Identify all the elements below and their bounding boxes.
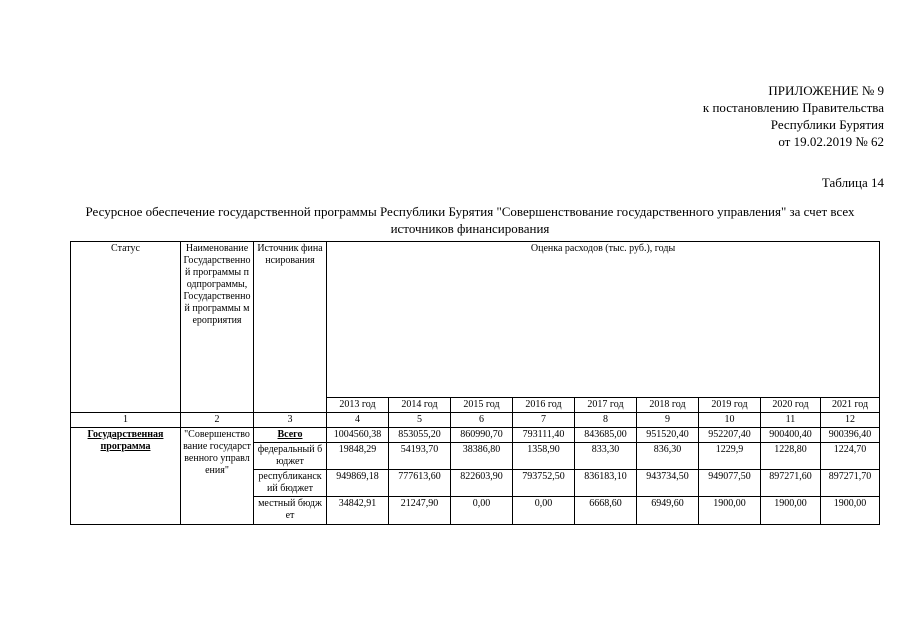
appendix-block <box>703 82 884 150</box>
table-row <box>71 428 880 443</box>
value-cell: 1224,70 <box>821 443 880 470</box>
appendix-line: к постановлению Правительства <box>702 100 884 115</box>
value-cell: 853055,20 <box>389 428 451 443</box>
value-cell: 793752,50 <box>513 470 575 497</box>
value-cell: 1229,9 <box>699 443 761 470</box>
value-cell: 34842,91 <box>327 497 389 525</box>
source-cell: республиканский бюджет <box>254 470 327 497</box>
value-cell: 900396,40 <box>821 428 880 443</box>
column-number: 9 <box>637 413 699 428</box>
value-cell: 897271,70 <box>821 470 880 497</box>
value-cell: 1004560,38 <box>327 428 389 443</box>
year-header: 2014 год <box>389 398 451 413</box>
value-cell: 1900,00 <box>761 497 821 525</box>
table-number: Таблица 14 <box>821 175 884 190</box>
value-cell: 38386,80 <box>451 443 513 470</box>
year-header: 2020 год <box>761 398 821 413</box>
value-cell: 949869,18 <box>327 470 389 497</box>
value-cell: 0,00 <box>451 497 513 525</box>
year-header: 2013 год <box>327 398 389 413</box>
header-status: Статус <box>71 242 181 413</box>
program-name-cell: "Совершенствование государственного управления" <box>181 428 254 525</box>
column-number: 8 <box>575 413 637 428</box>
value-cell: 21247,90 <box>389 497 451 525</box>
column-number: 1 <box>71 413 181 428</box>
value-cell: 6668,60 <box>575 497 637 525</box>
resource-table <box>70 241 880 525</box>
value-cell: 793111,40 <box>513 428 575 443</box>
source-cell: федеральный бюджет <box>254 443 327 470</box>
column-number: 4 <box>327 413 389 428</box>
source-cell: Всего <box>254 428 327 443</box>
value-cell: 1228,80 <box>761 443 821 470</box>
value-cell: 833,30 <box>575 443 637 470</box>
column-number: 7 <box>513 413 575 428</box>
source-cell: местный бюджет <box>254 497 327 525</box>
year-header: 2019 год <box>699 398 761 413</box>
value-cell: 0,00 <box>513 497 575 525</box>
appendix-date: от 19.02.2019 № 62 <box>778 134 884 149</box>
value-cell: 836,30 <box>637 443 699 470</box>
value-cell: 19848,29 <box>327 443 389 470</box>
value-cell: 943734,50 <box>637 470 699 497</box>
value-cell: 843685,00 <box>575 428 637 443</box>
year-header: 2021 год <box>821 398 880 413</box>
value-cell: 900400,40 <box>761 428 821 443</box>
column-number: 2 <box>181 413 254 428</box>
column-number: 10 <box>699 413 761 428</box>
status-cell: Государственная программа <box>71 428 181 525</box>
value-cell: 1358,90 <box>513 443 575 470</box>
document-title: Ресурсное обеспечение государственной программы Республики Бурятия "Совершенствование государственного управления" за счет всех источников финансирования <box>85 204 855 236</box>
year-header: 2016 год <box>513 398 575 413</box>
value-cell: 6949,60 <box>637 497 699 525</box>
appendix-title: ПРИЛОЖЕНИЕ № 9 <box>768 83 884 98</box>
value-cell: 836183,10 <box>575 470 637 497</box>
year-header: 2017 год <box>575 398 637 413</box>
column-number: 6 <box>451 413 513 428</box>
year-header: 2015 год <box>451 398 513 413</box>
header-estimate: Оценка расходов (тыс. руб.), годы <box>327 242 880 398</box>
value-cell: 1900,00 <box>821 497 880 525</box>
year-header: 2018 год <box>637 398 699 413</box>
header-source: Источник финансирования <box>254 242 327 413</box>
value-cell: 54193,70 <box>389 443 451 470</box>
value-cell: 860990,70 <box>451 428 513 443</box>
column-number: 11 <box>761 413 821 428</box>
appendix-line: Республики Бурятия <box>770 117 884 132</box>
value-cell: 777613,60 <box>389 470 451 497</box>
header-name: Наименование Государственной программы подпрограммы, Государственной программы мероприятия <box>181 242 254 413</box>
value-cell: 952207,40 <box>699 428 761 443</box>
column-number: 12 <box>821 413 880 428</box>
value-cell: 897271,60 <box>761 470 821 497</box>
value-cell: 822603,90 <box>451 470 513 497</box>
value-cell: 1900,00 <box>699 497 761 525</box>
column-number: 3 <box>254 413 327 428</box>
column-number: 5 <box>389 413 451 428</box>
value-cell: 951520,40 <box>637 428 699 443</box>
value-cell: 949077,50 <box>699 470 761 497</box>
